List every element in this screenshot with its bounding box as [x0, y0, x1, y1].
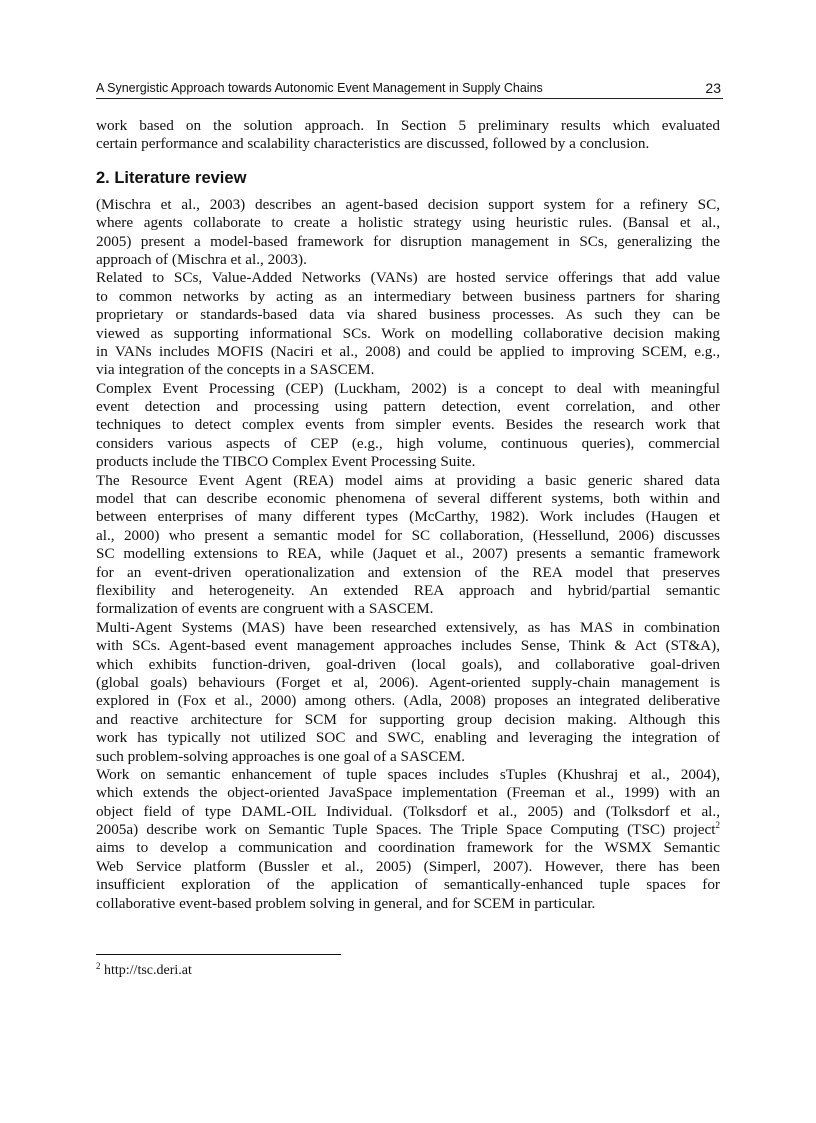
line-text: between enterprises of many different types (McCarthy, 1982). Work includes (Haugen et [96, 508, 720, 526]
text-line [96, 288, 720, 306]
running-title: A Synergistic Approach towards Autonomic Event Management in Supply Chains [96, 81, 543, 95]
text-line [96, 545, 720, 563]
line-text: The Resource Event Agent (REA) model aims at providing a basic generic shared data [96, 471, 720, 489]
footnote-mark: 2 [96, 961, 101, 971]
text-line [96, 711, 720, 729]
line-text: Related to SCs, Value-Added Networks (VANs) are hosted service offerings that add value [96, 269, 720, 287]
text-line [96, 582, 720, 600]
text-line [96, 361, 720, 379]
text-line [96, 656, 720, 674]
paragraph [96, 269, 720, 379]
text-line [96, 416, 720, 434]
running-header [96, 80, 723, 99]
text-line [96, 380, 720, 398]
text-line [96, 766, 720, 784]
footnote-url[interactable]: http://tsc.deri.at [104, 963, 192, 978]
text-line [96, 527, 720, 545]
line-text: event detection and processing using pattern detection, event correlation, and other [96, 398, 720, 416]
line-text: Work on semantic enhancement of tuple spaces includes sTuples (Khushraj et al., 2004), [96, 765, 720, 783]
line-text: Multi-Agent Systems (MAS) have been researched extensively, as has MAS in combination [96, 618, 720, 636]
text-line [96, 729, 720, 747]
text-line [96, 325, 720, 343]
line-text: Web Service platform (Bussler et al., 2005) (Simperl, 2007). However, there has been [96, 857, 720, 875]
line-text: with SCs. Agent-based event management approaches includes Sense, Think & Act (ST&A), [96, 637, 720, 655]
line-text: (Mischra et al., 2003) describes an agent-based decision support system for a refinery SC, [96, 195, 720, 213]
line-text: techniques to detect complex events from simpler events. Besides the research work that [96, 416, 720, 434]
line-text: products include the TIBCO Complex Event Processing Suite. [96, 453, 476, 471]
text-line [96, 803, 720, 821]
line-text: model that can describe economic phenomena of several different systems, both within and [96, 490, 720, 508]
page-number: 23 [705, 80, 721, 96]
intro-paragraph [96, 117, 720, 154]
text-line [96, 692, 720, 710]
text-line [96, 343, 720, 361]
text-line [96, 472, 720, 490]
line-text: via integration of the concepts in a SASCEM. [96, 361, 375, 379]
line-text: insufficient exploration of the application of semantically-enhanced tuple spaces for [96, 876, 720, 894]
line-text: for an event-driven operationalization and extension of the REA model that preserves [96, 563, 720, 581]
text-line [96, 600, 720, 618]
footnote-divider [96, 954, 341, 955]
line-text: flexibility and heterogeneity. An extended REA approach and hybrid/partial semantic [96, 581, 720, 599]
section-heading: 2. Literature review [96, 168, 247, 187]
paragraph [96, 619, 720, 766]
text-line [96, 895, 720, 913]
line-text: and reactive architecture for SCM for supporting group decision making. Although this [96, 710, 720, 728]
text-line [96, 117, 720, 135]
line-text: to common networks by acting as an intermediary between business partners for sharing [96, 287, 720, 305]
line-text: proprietary or standards-based data via shared business processes. As such they can be [96, 306, 720, 324]
line-text: SC modelling extensions to REA, while (Jaquet et al., 2007) presents a semantic framework [96, 545, 720, 563]
text-line [96, 490, 720, 508]
text-line [96, 233, 720, 251]
text-line [96, 821, 720, 839]
line-text: 2005) present a model-based framework for disruption management in SCs, generalizing the [96, 232, 720, 250]
text-line [96, 858, 720, 876]
line-text: al., 2000) who present a semantic model for SC collaboration, (Hessellund, 2006) discusses [96, 526, 720, 544]
text-line [96, 398, 720, 416]
text-line [96, 135, 720, 153]
text-line [96, 306, 720, 324]
line-text: explored in (Fox et al., 2000) among others. (Adla, 2008) proposes an integrated deliberative [96, 692, 720, 710]
literature-review-text [96, 196, 720, 913]
line-text: object field of type DAML-OIL Individual. (Tolksdorf et al., 2005) and (Tolksdorf et al., [96, 802, 720, 820]
line-text: such problem-solving approaches is one goal of a SASCEM. [96, 747, 466, 765]
line-text: formalization of events are congruent with a SASCEM. [96, 600, 434, 618]
text-line [96, 508, 720, 526]
line-text: aims to develop a communication and coordination framework for the WSMX Semantic [96, 839, 720, 857]
line-text: which extends the object-oriented JavaSpace implementation (Freeman et al., 1999) with an [96, 784, 720, 802]
text-line [96, 251, 720, 269]
footnote [96, 963, 192, 979]
footnote-reference[interactable]: 2 [715, 820, 720, 831]
text-line [96, 435, 720, 453]
line-text: considers various aspects of CEP (e.g., high volume, continuous queries), commercial [96, 434, 720, 452]
text-line [96, 674, 720, 692]
line-text: collaborative event-based problem solving in general, and for SCEM in particular. [96, 894, 596, 912]
line-text: (global goals) behaviours (Forget et al, 2006). Agent-oriented supply-chain management is [96, 673, 720, 691]
paragraph [96, 196, 720, 270]
text-line [96, 453, 720, 471]
paragraph [96, 766, 720, 913]
text-line [96, 269, 720, 287]
line-text: work based on the solution approach. In Section 5 preliminary results which evaluated [96, 117, 720, 134]
line-text: Complex Event Processing (CEP) (Luckham, 2002) is a concept to deal with meaningful [96, 379, 720, 397]
text-line [96, 784, 720, 802]
text-line [96, 839, 720, 857]
line-text: approach of (Mischra et al., 2003). [96, 250, 307, 268]
text-line [96, 619, 720, 637]
paragraph [96, 380, 720, 472]
line-text: viewed as supporting informational SCs. Work on modelling collaborative decision making [96, 324, 720, 342]
text-line [96, 748, 720, 766]
text-line [96, 196, 720, 214]
text-line [96, 637, 720, 655]
text-line [96, 564, 720, 582]
line-text: certain performance and scalability characteristics are discussed, followed by a conclusion. [96, 135, 650, 153]
text-line [96, 214, 720, 232]
text-line [96, 876, 720, 894]
line-text: 2005a) describe work on Semantic Tuple Spaces. The Triple Space Computing (TSC) project [96, 821, 716, 839]
paragraph [96, 472, 720, 619]
line-text: work has typically not utilized SOC and SWC, enabling and leveraging the integration of [96, 729, 720, 747]
line-text: which exhibits function-driven, goal-driven (local goals), and collaborative goal-driven [96, 655, 720, 673]
page-body [96, 117, 720, 913]
line-text: where agents collaborate to create a holistic strategy using heuristic rules. (Bansal et al., [96, 214, 720, 232]
line-text: in VANs includes MOFIS (Naciri et al., 2008) and could be applied to improving SCEM, e.g., [96, 342, 720, 360]
